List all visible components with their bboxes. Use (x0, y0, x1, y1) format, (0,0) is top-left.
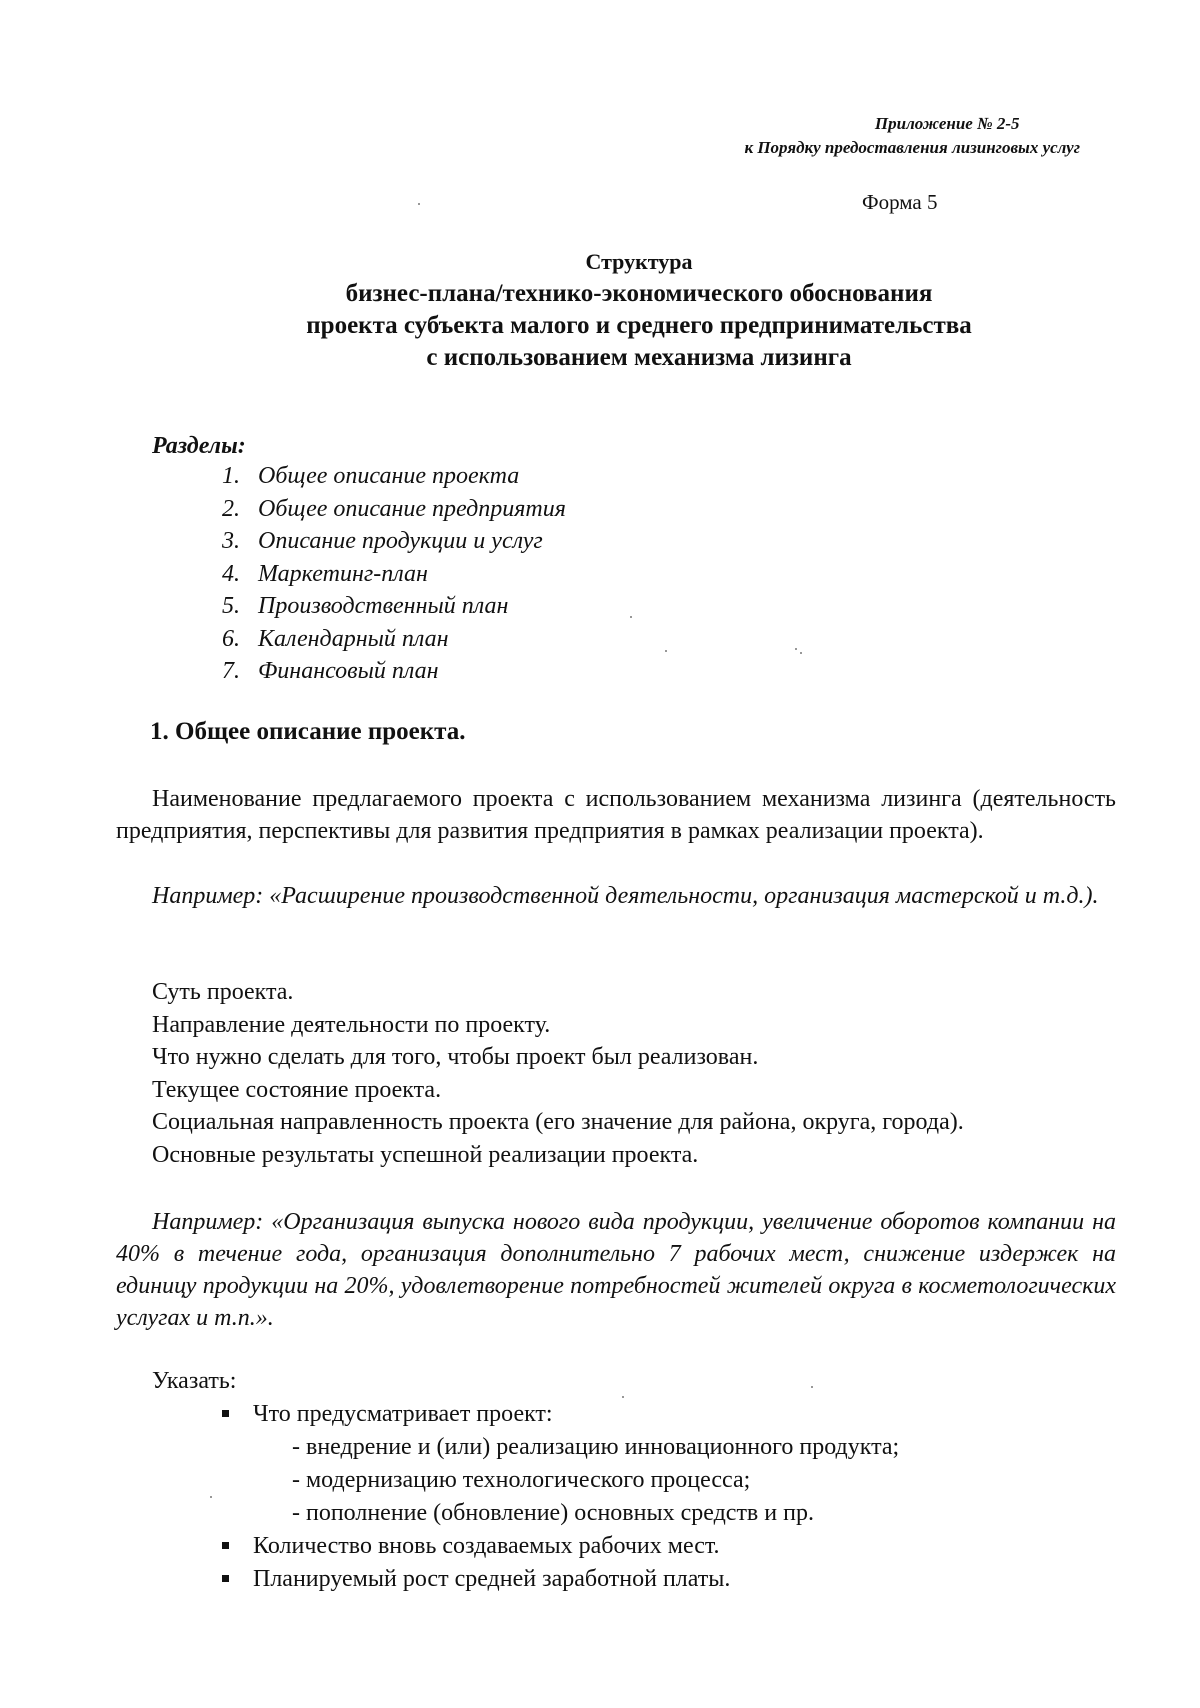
list-item: Суть проекта. (152, 979, 294, 1005)
title-line-1: Структура (585, 249, 693, 274)
sections-list-item: 6. Календарный план (222, 625, 449, 652)
sections-heading: Разделы: (152, 433, 246, 459)
appendix-line-1: Приложение № 2-5 (874, 114, 1020, 133)
project-points-list (152, 976, 964, 1171)
list-item: - модернизацию технологического процесса; (292, 1467, 751, 1493)
specify-bullet-list (222, 1398, 899, 1596)
example-2-paragraph: Например: «Организация выпуска нового вида продукции, увеличение оборотов компании на 40% в течение года, организация дополнительно 7 рабочих мест, снижение издержек на единицу продукции на 20%, удовлетворение потребностей жителей округа в косметологических услугах и т.п.». (116, 1209, 1116, 1331)
list-item: Текущее состояние проекта. (152, 1076, 442, 1103)
title-line-2: бизнес-плана/технико-экономического обоснования (345, 280, 933, 307)
sections-list-item: 3. Описание продукции и услуг (222, 528, 543, 554)
list-item: Что предусматривает проект: (222, 1398, 899, 1431)
scan-speck (622, 1396, 624, 1398)
list-item: Планируемый рост средней заработной платы. (222, 1563, 899, 1596)
sections-list-item: 5. Производственный план (222, 593, 509, 619)
scan-speck (811, 1386, 813, 1388)
square-bullet-icon (222, 1410, 229, 1417)
appendix-line-2: к Порядку предоставления лизинговых услуг (744, 138, 1080, 157)
scan-speck (210, 1496, 212, 1498)
list-item: - пополнение (обновление) основных средств и пр. (292, 1500, 814, 1526)
list-item: Что нужно сделать для того, чтобы проект был реализован. (152, 1044, 759, 1070)
sections-list (222, 460, 566, 688)
section-1-heading: 1. Общее описание проекта. (150, 718, 466, 745)
square-bullet-icon (222, 1542, 229, 1549)
list-item: - внедрение и (или) реализацию инновационного продукта; (292, 1434, 900, 1460)
document-title (0, 246, 1200, 374)
title-line-4: с использованием механизма лизинга (426, 344, 852, 371)
scan-speck (795, 648, 797, 650)
scan-speck (800, 652, 802, 654)
sections-list-item: 7. Финансовый план (222, 658, 439, 684)
scan-speck (665, 650, 667, 652)
sections-list-item: 2. Общее описание предприятия (222, 495, 566, 522)
form-label: Форма 5 (862, 190, 938, 214)
specify-label: Указать: (152, 1368, 237, 1394)
list-item: Количество вновь создаваемых рабочих мест. (222, 1530, 899, 1563)
scan-speck (630, 616, 632, 618)
sections-list-item: 1. Общее описание проекта (222, 463, 520, 489)
title-line-3: проекта субъекта малого и среднего предпринимательства (306, 312, 972, 339)
scan-speck (418, 203, 420, 205)
appendix-reference (744, 112, 1080, 160)
project-name-paragraph: Наименование предлагаемого проекта с использованием механизма лизинга (деятельность предприятия, перспективы для развития предприятия в рамках реализации проекта). (116, 786, 1116, 844)
square-bullet-icon (222, 1575, 229, 1582)
list-item: Социальная направленность проекта (его значение для района, округа, города). (152, 1109, 964, 1135)
list-item: Основные результаты успешной реализации проекта. (152, 1141, 699, 1168)
example-1-paragraph: Например: «Расширение производственной деятельности, организация мастерской и т.д.). (152, 883, 1099, 909)
sections-list-item: 4. Маркетинг-план (222, 560, 428, 587)
list-item: Направление деятельности по проекту. (152, 1011, 551, 1038)
